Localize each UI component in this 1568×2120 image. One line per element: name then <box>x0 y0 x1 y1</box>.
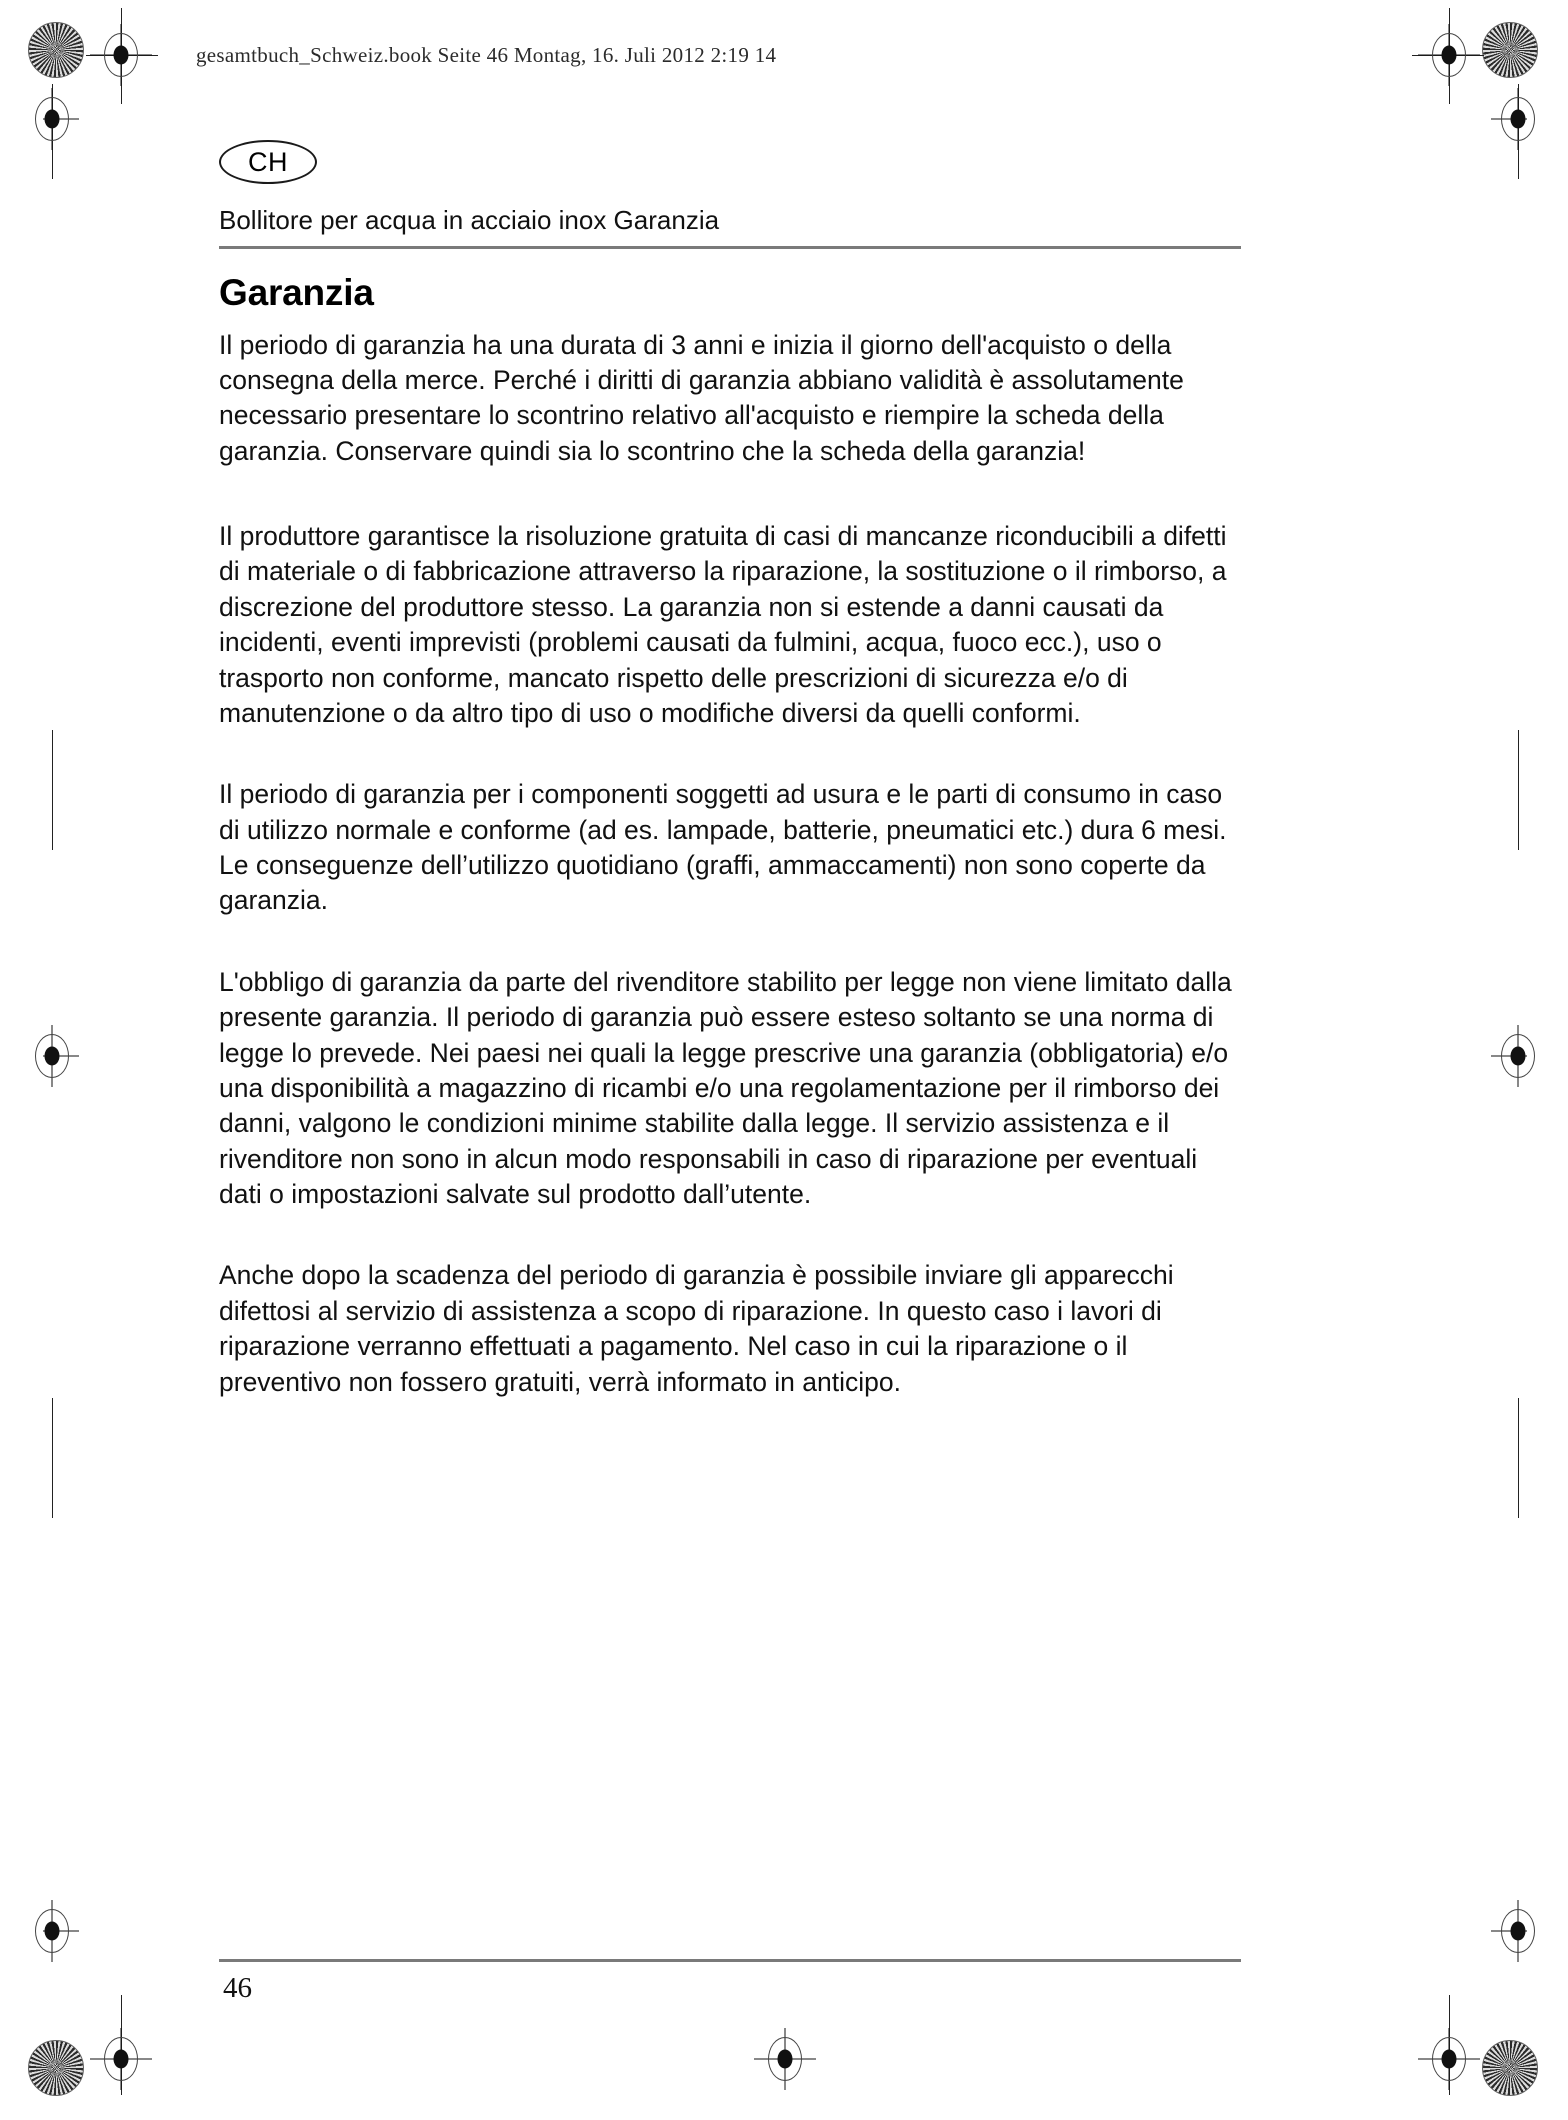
trim-line-horizontal <box>86 55 158 56</box>
file-header-slug: gesamtbuch_Schweiz.book Seite 46 Montag, 16. Juli 2012 2:19 14 <box>196 43 777 67</box>
rosette-target-icon <box>28 22 84 78</box>
country-badge-ch: CH <box>219 140 317 184</box>
trim-line-vertical <box>121 1995 122 2095</box>
trim-line-vertical <box>1449 1995 1450 2095</box>
trim-line-vertical <box>121 8 122 104</box>
content-column <box>219 140 1259 1446</box>
trim-line-vertical <box>52 730 53 850</box>
rosette-target-icon <box>28 2040 84 2096</box>
page-number: 46 <box>223 1972 252 2004</box>
rosette-target-icon <box>1482 2040 1538 2096</box>
trim-line-vertical <box>52 84 53 179</box>
page-title: Garanzia <box>219 271 374 313</box>
registration-crosshair-icon <box>21 1025 83 1087</box>
footer-rule <box>219 1959 1241 1962</box>
registration-crosshair-icon <box>754 2028 816 2090</box>
paragraph-manufacturer-guarantee: Il produttore garantisce la risoluzione gratuita di casi di mancanze riconducibili a difetti di materiale o di fabbricazione attraverso la riparazione, la sostituzione o il rimborso, a discrezione del produttore stesso. La garanzia non si estende a danni causati da incidenti, eventi imprevisti (problemi causati da fulmini, acqua, fuoco ecc.), uso o trasporto non conforme, mancato rispetto delle prescrizioni di sicurezza e/o di manutenzione o da altro tipo di uso o modifiche diversi da quelli conformi. <box>219 521 1227 728</box>
trim-line-vertical <box>1518 84 1519 179</box>
trim-line-vertical <box>52 1398 53 1518</box>
running-title: Bollitore per acqua in acciaio inox Garanzia <box>219 205 720 235</box>
trim-line-vertical <box>1518 1398 1519 1518</box>
paragraph-retailer-obligation: L'obbligo di garanzia da parte del rivenditore stabilito per legge non viene limitato dalla presente garanzia. Il periodo di garanzia può essere esteso soltanto se una norma di legge lo prevede. Nei paesi nei quali la legge prescrive una garanzia (obbligatoria) e/o una disponibilità a magazzino di ricambi e/o una regolamentazione per il rimborso dei danni, valgono le condizioni minime stabilite dalla legge. Il servizio assistenza e il rivenditore non sono in alcun modo responsabili in caso di riparazione per eventuali dati o impostazioni salvate sul prodotto dall’utente. <box>219 966 1232 1209</box>
trim-line-vertical <box>1449 8 1450 104</box>
rosette-target-icon <box>1482 22 1538 78</box>
registration-crosshair-icon <box>1487 1900 1549 1962</box>
paragraph-after-expiry: Anche dopo la scadenza del periodo di garanzia è possibile inviare gli apparecchi difettosi al servizio di assistenza a scopo di riparazione. In questo caso i lavori di riparazione verranno effettuati a pagamento. Nel caso in cui la riparazione o il preventivo non fossero gratuiti, verrà informato in anticipo. <box>219 1260 1174 1397</box>
paragraph-warranty-period: Il periodo di garanzia ha una durata di 3 anni e inizia il giorno dell'acquisto o della consegna della merce. Perché i diritti di garanzia abbiano validità è assolutamente necessario presentare lo scontrino relativo all'acquisto e riempire la scheda della garanzia. Conservare quindi sia lo scontrino che la scheda della garanzia! <box>219 329 1184 466</box>
paragraph-wear-parts: Il periodo di garanzia per i componenti soggetti ad usura e le parti di consumo in caso di utilizzo normale e conforme (ad es. lampade, batterie, pneumatici etc.) dura 6 mesi. Le conseguenze dell’utilizzo quotidiano (graffi, ammaccamenti) non sono coperte da garanzia. <box>219 779 1227 916</box>
registration-crosshair-icon <box>1487 1025 1549 1087</box>
trim-line-horizontal <box>1412 55 1484 56</box>
header-rule <box>219 246 1241 249</box>
registration-crosshair-icon <box>21 1900 83 1962</box>
trim-line-vertical <box>1518 730 1519 850</box>
